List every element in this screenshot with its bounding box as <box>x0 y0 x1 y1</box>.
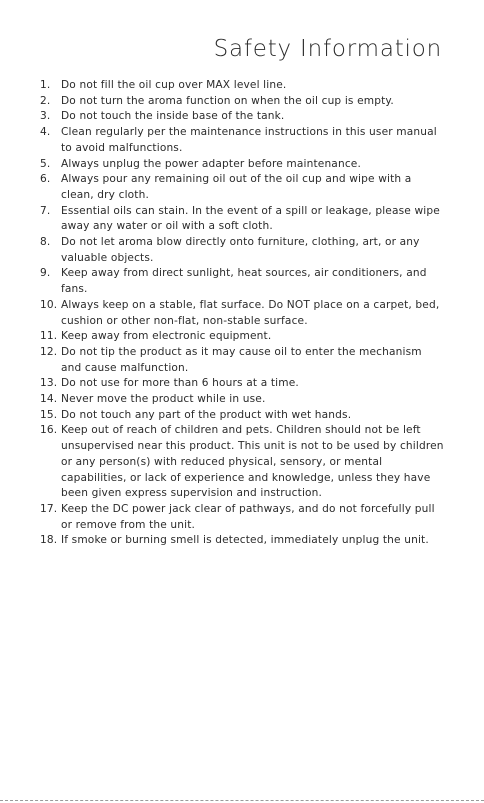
list-item <box>0 235 484 266</box>
list-item <box>0 266 484 297</box>
list-item <box>0 502 484 533</box>
item-text: Do not touch any part of the product with wet hands. <box>61 408 352 421</box>
item-number: 5. <box>40 157 51 170</box>
item-number: 18. <box>40 534 58 547</box>
item-text: Essential oils can stain. In the event of a spill or leakage, please wipe away any water or oil with a soft cloth. <box>61 204 440 233</box>
list-item <box>0 109 484 125</box>
item-text: Always unplug the power adapter before maintenance. <box>61 157 361 170</box>
list-item <box>0 408 484 424</box>
item-text: Do not touch the inside base of the tank. <box>61 110 285 123</box>
list-item <box>0 329 484 345</box>
list-item <box>0 94 484 110</box>
list-item <box>0 125 484 156</box>
item-number: 8. <box>40 236 51 249</box>
item-number: 3. <box>40 110 51 123</box>
item-text: Keep the DC power jack clear of pathways, and do not forcefully pull or remove from the unit. <box>61 502 435 531</box>
page-title: Safety Information <box>213 36 442 62</box>
item-number: 1. <box>40 79 51 91</box>
item-text: Keep away from electronic equipment. <box>61 330 272 343</box>
list-item <box>0 376 484 392</box>
item-text: Keep away from direct sunlight, heat sources, air conditioners, and fans. <box>61 267 427 296</box>
item-text: Do not use for more than 6 hours at a time. <box>61 377 299 390</box>
item-text: If smoke or burning smell is detected, immediately unplug the unit. <box>61 534 429 547</box>
item-text: Always keep on a stable, flat surface. Do NOT place on a carpet, bed, cushion or other non-flat, non-stable surface. <box>61 298 440 327</box>
list-item <box>0 423 484 502</box>
list-item <box>0 172 484 203</box>
item-number: 13. <box>40 377 58 390</box>
item-text: Do not let aroma blow directly onto furniture, clothing, art, or any valuable objects. <box>61 236 420 264</box>
page-edge-divider <box>0 800 484 801</box>
item-text: Always pour any remaining oil out of the oil cup and wipe with a clean, dry cloth. <box>61 173 412 201</box>
list-item <box>0 345 484 376</box>
item-text: Do not fill the oil cup over MAX level line. <box>61 79 287 91</box>
item-text: Do not turn the aroma function on when the oil cup is empty. <box>61 94 394 107</box>
list-item <box>0 204 484 235</box>
item-number: 9. <box>40 267 51 280</box>
item-number: 11. <box>40 330 58 343</box>
list-item <box>0 78 484 94</box>
list-item <box>0 298 484 329</box>
item-number: 2. <box>40 94 51 107</box>
item-text: Clean regularly per the maintenance instructions in this user manual to avoid malfunctions. <box>61 126 437 154</box>
item-number: 7. <box>40 204 51 217</box>
item-number: 17. <box>40 502 58 515</box>
item-number: 12. <box>40 345 58 358</box>
item-text: Keep out of reach of children and pets. Children should not be left unsupervised near this product. This unit is not to be used by children or any person(s) with reduced physical, sensory, or mental capabilities, or lack of experience and knowledge, unless they have been given express supervision and instruction. <box>61 424 444 500</box>
list-item <box>0 157 484 173</box>
item-number: 15. <box>40 408 58 421</box>
item-text: Do not tip the product as it may cause oil to enter the mechanism and cause malfunction. <box>61 345 422 374</box>
item-text: Never move the product while in use. <box>61 393 266 406</box>
list-item <box>0 533 484 549</box>
list-item <box>0 392 484 408</box>
item-number: 14. <box>40 393 58 406</box>
item-number: 4. <box>40 126 51 139</box>
item-number: 16. <box>40 424 58 437</box>
item-number: 10. <box>40 298 58 311</box>
item-number: 6. <box>40 173 51 186</box>
safety-list <box>0 78 484 549</box>
